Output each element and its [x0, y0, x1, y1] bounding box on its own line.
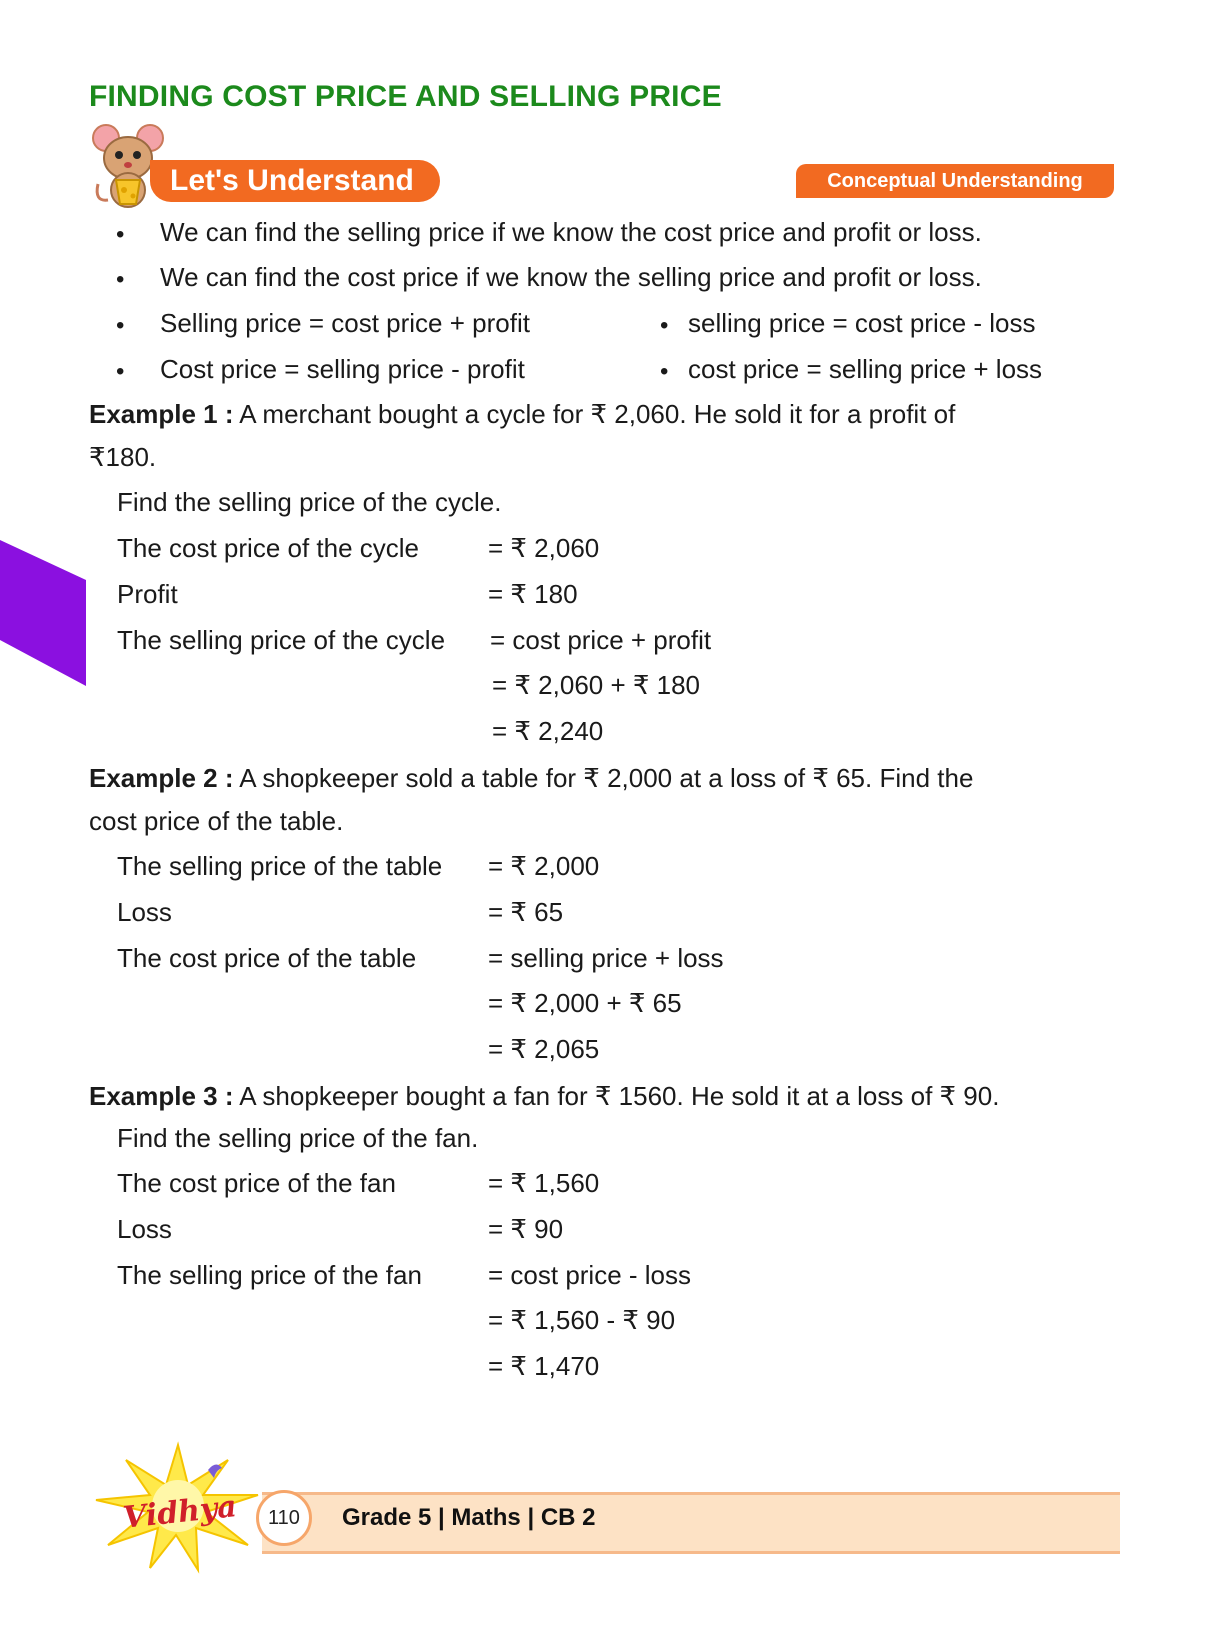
- step-label: The cost price of the fan: [117, 1168, 396, 1198]
- example-1-label: Example 1 :: [89, 399, 234, 429]
- step-value: = ₹ 65: [488, 897, 564, 927]
- step-value: = ₹ 2,060 + ₹ 180: [492, 670, 701, 700]
- example-1-ask: Find the selling price of the cycle.: [117, 487, 502, 517]
- example-2-question-cont: cost price of the table.: [89, 806, 344, 836]
- step-label: The selling price of the table: [117, 851, 443, 881]
- step-label: The selling price of the fan: [117, 1260, 422, 1290]
- example-3-label: Example 3 :: [89, 1081, 234, 1111]
- bullet-dot-icon: •: [116, 312, 125, 339]
- bullet-text: selling price = cost price - loss: [688, 308, 1036, 338]
- example-1-question: [89, 398, 955, 430]
- step-label: Loss: [117, 1214, 172, 1244]
- lets-understand-banner: Let's Understand: [150, 160, 440, 202]
- bullet-text: cost price = selling price + loss: [688, 354, 1043, 384]
- bullet-dot-icon: •: [660, 358, 669, 385]
- bullet-text: Cost price = selling price - profit: [160, 354, 525, 384]
- step-label: The cost price of the cycle: [117, 533, 420, 563]
- step-value: = cost price + profit: [490, 625, 712, 655]
- example-2-question-text: A shopkeeper sold a table for ₹ 2,000 at a loss of ₹ 65. Find the: [233, 763, 974, 793]
- conceptual-understanding-tag: Conceptual Understanding: [796, 164, 1114, 198]
- step-value: = ₹ 1,560 - ₹ 90: [488, 1305, 676, 1335]
- bullet-text: We can find the selling price if we know the cost price and profit or loss.: [160, 217, 982, 247]
- example-3-question: [89, 1080, 999, 1112]
- vidhya-logo-text: Vidhya: [121, 1489, 239, 1536]
- step-value: = ₹ 2,000: [488, 851, 600, 881]
- step-label: The selling price of the cycle: [117, 625, 446, 655]
- step-value: = ₹ 2,000 + ₹ 65: [488, 988, 682, 1018]
- example-3-ask: Find the selling price of the fan.: [117, 1123, 479, 1153]
- step-result: = ₹ 2,065: [488, 1034, 600, 1064]
- step-label: The cost price of the table: [117, 943, 417, 973]
- bullet-dot-icon: •: [660, 312, 669, 339]
- example-1-question-cont: ₹180.: [89, 442, 157, 472]
- step-value: = ₹ 90: [488, 1214, 564, 1244]
- bullet-text: We can find the cost price if we know the selling price and profit or loss.: [160, 262, 982, 292]
- step-value: = ₹ 180: [488, 579, 578, 609]
- bullet-dot-icon: •: [116, 221, 125, 248]
- example-2-label: Example 2 :: [89, 763, 234, 793]
- page-number: 110: [256, 1490, 312, 1546]
- footer-info: Grade 5 | Maths | CB 2: [342, 1504, 596, 1531]
- bullet-dot-icon: •: [116, 266, 125, 293]
- bullet-dot-icon: •: [116, 358, 125, 385]
- step-label: Loss: [117, 897, 172, 927]
- example-3-question-text: A shopkeeper bought a fan for ₹ 1560. He sold it at a loss of ₹ 90.: [233, 1081, 1000, 1111]
- step-value: = ₹ 1,560: [488, 1168, 600, 1198]
- step-result: = ₹ 2,240: [492, 716, 604, 746]
- step-result: = ₹ 1,470: [488, 1351, 600, 1381]
- step-value: = selling price + loss: [488, 943, 724, 973]
- step-label: Profit: [117, 579, 178, 609]
- bullet-text: Selling price = cost price + profit: [160, 308, 530, 338]
- example-1-question-text: A merchant bought a cycle for ₹ 2,060. He sold it for a profit of: [233, 399, 956, 429]
- page-title: FINDING COST PRICE AND SELLING PRICE: [89, 80, 722, 113]
- step-value: = cost price - loss: [488, 1260, 692, 1290]
- example-2-question: [89, 762, 973, 794]
- step-value: = ₹ 2,060: [488, 533, 600, 563]
- side-page-tab: [0, 540, 90, 686]
